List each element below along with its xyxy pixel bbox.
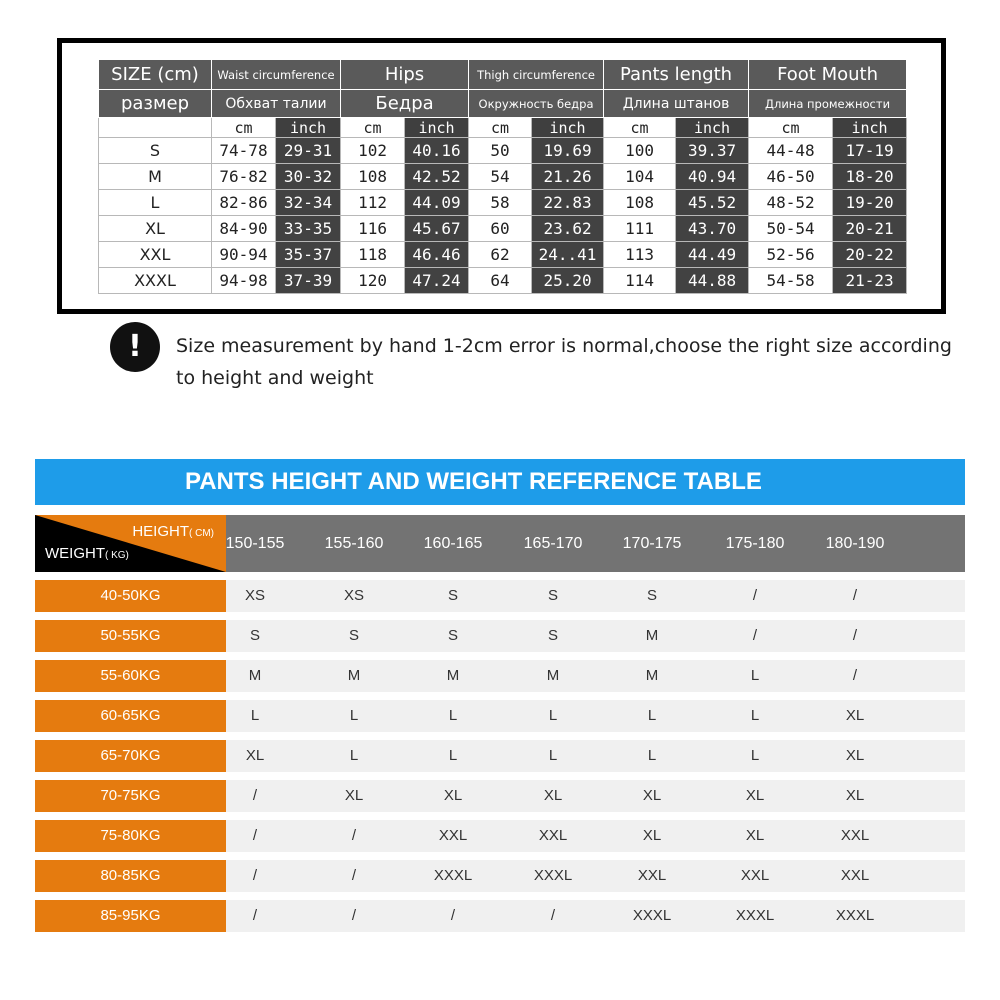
size-recommendation: L bbox=[750, 747, 760, 764]
thigh-cm: 60 bbox=[469, 216, 532, 242]
thigh-inch: 24..41 bbox=[532, 242, 604, 268]
size-recommendation: S bbox=[447, 587, 458, 604]
foot-inch: 17-19 bbox=[833, 138, 907, 164]
weight-row bbox=[35, 700, 965, 732]
height-column-header: 170-175 bbox=[622, 535, 682, 552]
weight-row bbox=[35, 660, 965, 692]
waist-cm: 90-94 bbox=[212, 242, 276, 268]
thigh-cm: 50 bbox=[469, 138, 532, 164]
header-thigh-ru: Окружность бедра bbox=[469, 90, 604, 118]
waist-inch: 32-34 bbox=[276, 190, 341, 216]
header-hips-ru: Бедра bbox=[341, 90, 469, 118]
unit-cm: cm bbox=[212, 118, 276, 138]
hips-cm: 108 bbox=[341, 164, 405, 190]
size-recommendation: XXL bbox=[538, 827, 568, 844]
weight-label: 70-75KG bbox=[35, 780, 226, 812]
waist-cm: 76-82 bbox=[212, 164, 276, 190]
size-row bbox=[99, 268, 907, 294]
length-cm: 114 bbox=[604, 268, 676, 294]
waist-cm: 74-78 bbox=[212, 138, 276, 164]
length-inch: 44.88 bbox=[676, 268, 749, 294]
unit-inch: inch bbox=[833, 118, 907, 138]
unit-cm: cm bbox=[469, 118, 532, 138]
corner-height-unit: ( CM) bbox=[189, 528, 214, 539]
exclamation-icon: ! bbox=[110, 322, 160, 372]
size-recommendation: XL bbox=[642, 787, 662, 804]
size-recommendation: XL bbox=[642, 827, 662, 844]
size-recommendation: S bbox=[348, 627, 359, 644]
size-recommendation: M bbox=[645, 667, 659, 684]
size-recommendation: / bbox=[852, 627, 858, 644]
header-size-ru: размер bbox=[99, 90, 212, 118]
weight-row bbox=[35, 900, 965, 932]
unit-inch: inch bbox=[276, 118, 341, 138]
size-recommendation: / bbox=[752, 627, 758, 644]
size-recommendation: XXL bbox=[438, 827, 468, 844]
length-inch: 43.70 bbox=[676, 216, 749, 242]
thigh-cm: 58 bbox=[469, 190, 532, 216]
thigh-inch: 25.20 bbox=[532, 268, 604, 294]
hips-cm: 116 bbox=[341, 216, 405, 242]
corner-weight-label bbox=[45, 545, 129, 562]
thigh-inch: 21.26 bbox=[532, 164, 604, 190]
weight-label: 50-55KG bbox=[35, 620, 226, 652]
size-recommendation: L bbox=[448, 747, 458, 764]
weight-label: 80-85KG bbox=[35, 860, 226, 892]
size-recommendation: XL bbox=[845, 747, 865, 764]
size-recommendation: XL bbox=[745, 787, 765, 804]
length-cm: 111 bbox=[604, 216, 676, 242]
unit-inch: inch bbox=[676, 118, 749, 138]
hips-inch: 40.16 bbox=[405, 138, 469, 164]
size-recommendation: / bbox=[752, 587, 758, 604]
size-recommendation: XXL bbox=[840, 827, 870, 844]
size-recommendation: / bbox=[852, 667, 858, 684]
weight-row bbox=[35, 820, 965, 852]
size-name: S bbox=[99, 138, 212, 164]
weight-row bbox=[35, 620, 965, 652]
size-name: XXL bbox=[99, 242, 212, 268]
size-recommendation: / bbox=[351, 867, 357, 884]
size-recommendation: XXXL bbox=[632, 907, 672, 924]
foot-cm: 54-58 bbox=[749, 268, 833, 294]
corner-height-label bbox=[132, 523, 214, 540]
unit-cm: cm bbox=[749, 118, 833, 138]
thigh-inch: 23.62 bbox=[532, 216, 604, 242]
size-chart-table bbox=[98, 59, 907, 294]
length-cm: 108 bbox=[604, 190, 676, 216]
size-recommendation: L bbox=[250, 707, 260, 724]
length-inch: 44.49 bbox=[676, 242, 749, 268]
size-recommendation: / bbox=[252, 867, 258, 884]
size-recommendation: S bbox=[447, 627, 458, 644]
waist-inch: 37-39 bbox=[276, 268, 341, 294]
foot-inch: 21-23 bbox=[833, 268, 907, 294]
waist-inch: 29-31 bbox=[276, 138, 341, 164]
header-pants-length: Pants length bbox=[604, 60, 749, 90]
header-row-ru bbox=[99, 90, 907, 118]
corner-weight-text: WEIGHT bbox=[45, 545, 105, 562]
size-recommendation: XL bbox=[543, 787, 563, 804]
hips-cm: 112 bbox=[341, 190, 405, 216]
length-inch: 45.52 bbox=[676, 190, 749, 216]
height-column-header: 180-190 bbox=[825, 535, 885, 552]
length-cm: 100 bbox=[604, 138, 676, 164]
size-row bbox=[99, 190, 907, 216]
size-recommendation: L bbox=[349, 707, 359, 724]
thigh-cm: 64 bbox=[469, 268, 532, 294]
weight-row bbox=[35, 780, 965, 812]
size-row bbox=[99, 138, 907, 164]
measurement-note: Size measurement by hand 1-2cm error is normal,choose the right size according to height and weight bbox=[176, 335, 952, 389]
foot-cm: 48-52 bbox=[749, 190, 833, 216]
thigh-inch: 19.69 bbox=[532, 138, 604, 164]
foot-inch: 20-21 bbox=[833, 216, 907, 242]
size-name: M bbox=[99, 164, 212, 190]
size-recommendation: M bbox=[248, 667, 262, 684]
hips-inch: 44.09 bbox=[405, 190, 469, 216]
size-recommendation: XXXL bbox=[433, 867, 473, 884]
unit-cm: cm bbox=[341, 118, 405, 138]
size-recommendation: XXXL bbox=[835, 907, 875, 924]
weight-row bbox=[35, 740, 965, 772]
size-recommendation: L bbox=[548, 747, 558, 764]
size-recommendation: M bbox=[546, 667, 560, 684]
waist-inch: 35-37 bbox=[276, 242, 341, 268]
weight-label: 85-95KG bbox=[35, 900, 226, 932]
unit-cm: cm bbox=[604, 118, 676, 138]
size-recommendation: S bbox=[646, 587, 657, 604]
weight-row bbox=[35, 860, 965, 892]
thigh-cm: 62 bbox=[469, 242, 532, 268]
size-recommendation: L bbox=[750, 707, 760, 724]
size-recommendation: / bbox=[450, 907, 456, 924]
height-column-header: 150-155 bbox=[225, 535, 285, 552]
weight-row bbox=[35, 580, 965, 612]
hips-inch: 47.24 bbox=[405, 268, 469, 294]
size-row bbox=[99, 164, 907, 190]
foot-cm: 44-48 bbox=[749, 138, 833, 164]
unit-inch: inch bbox=[532, 118, 604, 138]
size-recommendation: L bbox=[548, 707, 558, 724]
hips-cm: 120 bbox=[341, 268, 405, 294]
header-hips: Hips bbox=[341, 60, 469, 90]
header-pants-length-ru: Длина штанов bbox=[604, 90, 749, 118]
size-recommendation: XL bbox=[245, 747, 265, 764]
size-recommendation: L bbox=[349, 747, 359, 764]
foot-cm: 46-50 bbox=[749, 164, 833, 190]
size-recommendation: XXXL bbox=[735, 907, 775, 924]
size-recommendation: XXL bbox=[840, 867, 870, 884]
height-column-header: 165-170 bbox=[523, 535, 583, 552]
size-name: XL bbox=[99, 216, 212, 242]
size-recommendation: / bbox=[351, 827, 357, 844]
header-size: SIZE (cm) bbox=[99, 60, 212, 90]
foot-inch: 19-20 bbox=[833, 190, 907, 216]
waist-inch: 30-32 bbox=[276, 164, 341, 190]
size-recommendation: / bbox=[252, 907, 258, 924]
size-recommendation: XXL bbox=[637, 867, 667, 884]
waist-cm: 84-90 bbox=[212, 216, 276, 242]
size-recommendation: M bbox=[347, 667, 361, 684]
size-recommendation: M bbox=[446, 667, 460, 684]
units-blank bbox=[99, 118, 212, 138]
header-foot-mouth-ru: Длина промежности bbox=[749, 90, 907, 118]
size-name: XXXL bbox=[99, 268, 212, 294]
weight-label: 75-80KG bbox=[35, 820, 226, 852]
size-recommendation: XS bbox=[244, 587, 265, 604]
size-recommendation: XL bbox=[845, 707, 865, 724]
size-recommendation: L bbox=[448, 707, 458, 724]
size-recommendation: M bbox=[645, 627, 659, 644]
corner-cell bbox=[35, 515, 226, 572]
hips-cm: 118 bbox=[341, 242, 405, 268]
unit-inch: inch bbox=[405, 118, 469, 138]
size-chart-frame bbox=[57, 38, 946, 314]
size-recommendation: / bbox=[351, 907, 357, 924]
size-recommendation: S bbox=[547, 627, 558, 644]
size-recommendation: / bbox=[852, 587, 858, 604]
waist-inch: 33-35 bbox=[276, 216, 341, 242]
waist-cm: 82-86 bbox=[212, 190, 276, 216]
hips-inch: 42.52 bbox=[405, 164, 469, 190]
thigh-inch: 22.83 bbox=[532, 190, 604, 216]
weight-label: 65-70KG bbox=[35, 740, 226, 772]
header-foot-mouth: Foot Mouth bbox=[749, 60, 907, 90]
size-recommendation: L bbox=[647, 707, 657, 724]
hips-inch: 46.46 bbox=[405, 242, 469, 268]
size-recommendation: XS bbox=[343, 587, 364, 604]
header-thigh: Thigh circumference bbox=[469, 60, 604, 90]
reference-title: PANTS HEIGHT AND WEIGHT REFERENCE TABLE bbox=[35, 459, 965, 505]
hips-cm: 102 bbox=[341, 138, 405, 164]
size-recommendation: / bbox=[550, 907, 556, 924]
size-recommendation: L bbox=[750, 667, 760, 684]
corner-height-text: HEIGHT bbox=[132, 523, 189, 540]
size-recommendation: XL bbox=[845, 787, 865, 804]
length-cm: 113 bbox=[604, 242, 676, 268]
length-cm: 104 bbox=[604, 164, 676, 190]
length-inch: 40.94 bbox=[676, 164, 749, 190]
size-recommendation: XL bbox=[344, 787, 364, 804]
size-recommendation: XXXL bbox=[533, 867, 573, 884]
size-recommendation: XL bbox=[443, 787, 463, 804]
size-recommendation: XL bbox=[745, 827, 765, 844]
height-column-header: 160-165 bbox=[423, 535, 483, 552]
size-recommendation: L bbox=[647, 747, 657, 764]
waist-cm: 94-98 bbox=[212, 268, 276, 294]
foot-inch: 18-20 bbox=[833, 164, 907, 190]
size-recommendation: / bbox=[252, 827, 258, 844]
hips-inch: 45.67 bbox=[405, 216, 469, 242]
header-row-en bbox=[99, 60, 907, 90]
thigh-cm: 54 bbox=[469, 164, 532, 190]
size-row bbox=[99, 216, 907, 242]
header-waist-ru: Обхват талии bbox=[212, 90, 341, 118]
header-waist: Waist circumference bbox=[212, 60, 341, 90]
size-recommendation: / bbox=[252, 787, 258, 804]
size-recommendation: XXL bbox=[740, 867, 770, 884]
size-row bbox=[99, 242, 907, 268]
size-recommendation: S bbox=[249, 627, 260, 644]
height-column-header: 175-180 bbox=[725, 535, 785, 552]
corner-weight-unit: ( KG) bbox=[105, 550, 129, 561]
foot-cm: 52-56 bbox=[749, 242, 833, 268]
foot-cm: 50-54 bbox=[749, 216, 833, 242]
weight-label: 55-60KG bbox=[35, 660, 226, 692]
units-row bbox=[99, 118, 907, 138]
size-name: L bbox=[99, 190, 212, 216]
foot-inch: 20-22 bbox=[833, 242, 907, 268]
length-inch: 39.37 bbox=[676, 138, 749, 164]
weight-label: 40-50KG bbox=[35, 580, 226, 612]
weight-label: 60-65KG bbox=[35, 700, 226, 732]
height-column-header: 155-160 bbox=[324, 535, 384, 552]
reference-header-row bbox=[35, 515, 965, 572]
size-recommendation: S bbox=[547, 587, 558, 604]
